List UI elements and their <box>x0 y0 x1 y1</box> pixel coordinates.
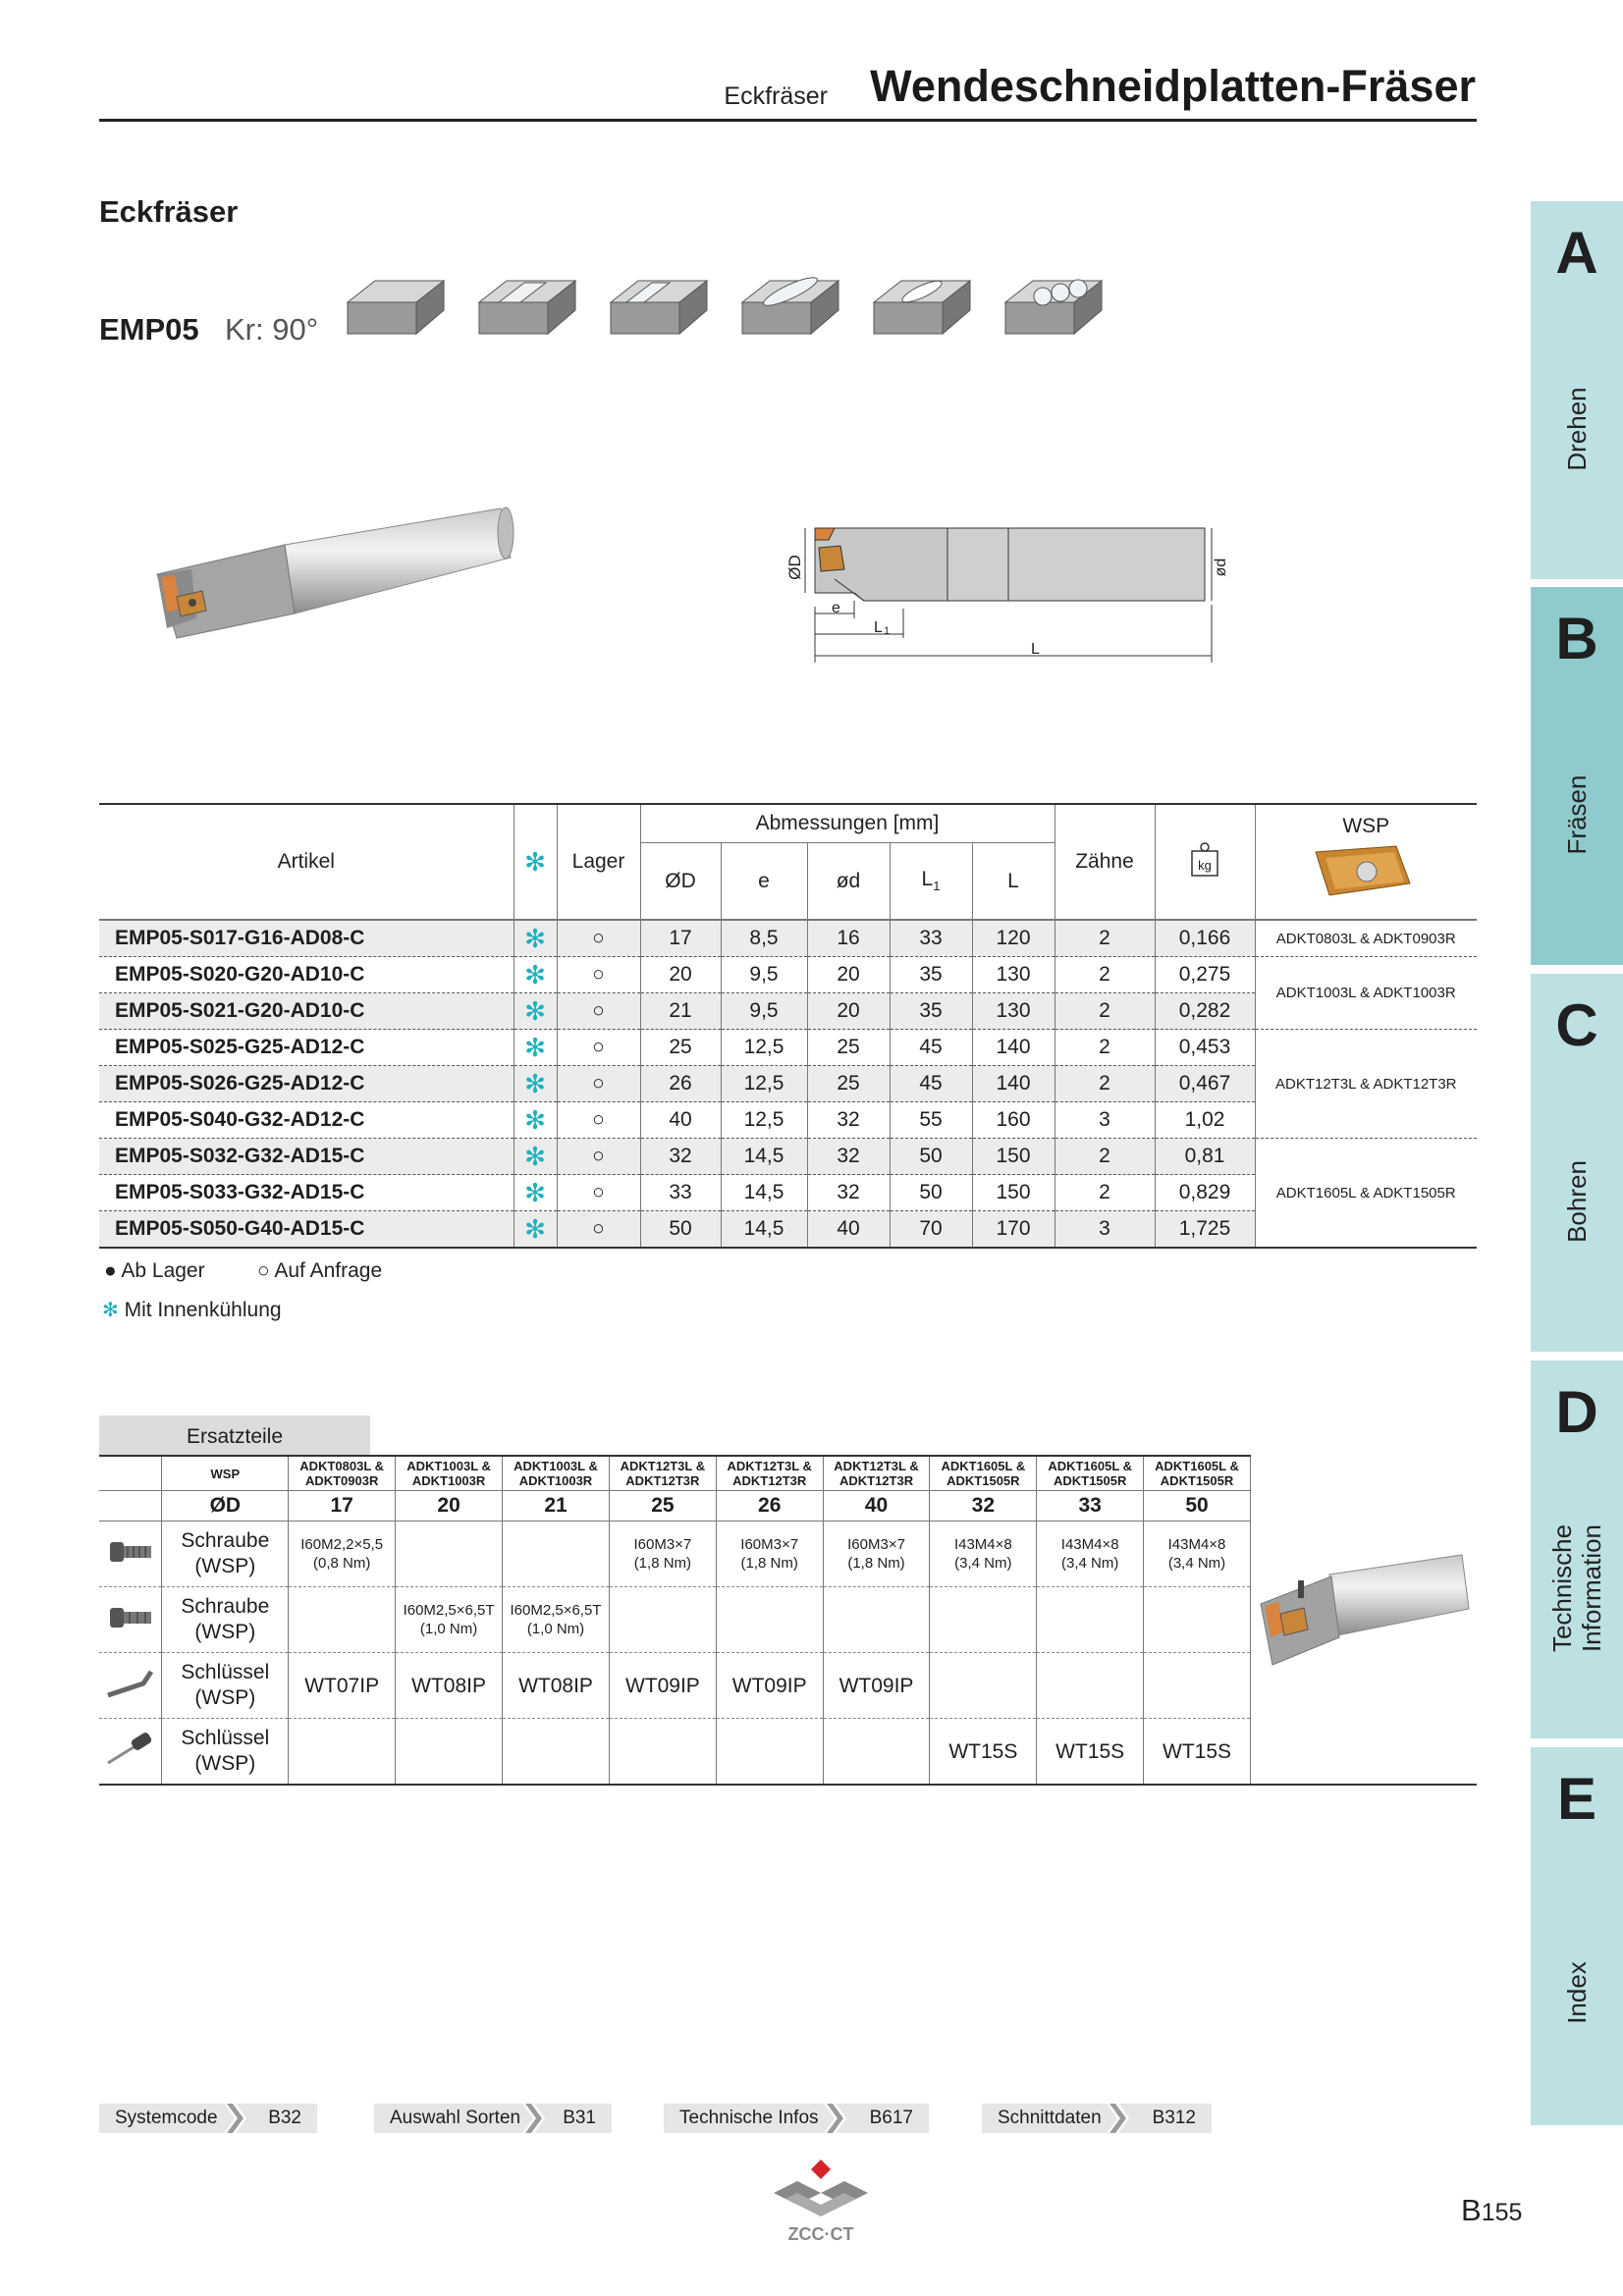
part-spec: WT08IP <box>503 1653 610 1719</box>
col-header-lager: Lager <box>557 804 640 920</box>
cell-d: 32 <box>807 1102 890 1139</box>
cell-l: 160 <box>972 1102 1055 1139</box>
part-spec: I43M4×8 <box>953 1536 1012 1553</box>
cell-e: 12,5 <box>721 1030 807 1066</box>
part-torque: (3,4 Nm) <box>1061 1555 1119 1572</box>
part-spec <box>396 1719 503 1786</box>
col-header-l1 <box>890 843 972 921</box>
tab-label: Technische Information <box>1547 1523 1606 1653</box>
cooling-icon: ✻ <box>102 1300 119 1321</box>
cell-weight: 0,166 <box>1155 920 1255 957</box>
part-torque: (1,0 Nm) <box>419 1621 478 1637</box>
cell-l1: 50 <box>890 1139 972 1175</box>
cell-od: 25 <box>640 1030 721 1066</box>
cell-d: 25 <box>807 1030 890 1066</box>
cell-zaehne: 2 <box>1055 993 1155 1030</box>
part-spec: WT09IP <box>823 1653 930 1719</box>
kr-angle: Kr: 90° <box>225 312 319 347</box>
tab-fraesen[interactable] <box>1531 587 1623 965</box>
logo-text: ZCC·CT <box>787 2224 854 2244</box>
cell-l: 120 <box>972 920 1055 957</box>
cell-d: 32 <box>807 1175 890 1211</box>
cell-e: 14,5 <box>721 1175 807 1211</box>
part-sub: (WSP) <box>194 1621 256 1643</box>
cell-d: 20 <box>807 957 890 993</box>
wsp-line1: ADKT1003L & <box>406 1459 491 1473</box>
cell-artikel: EMP05-S032-G32-AD15-C <box>99 1139 514 1175</box>
col-header-e: e <box>721 843 807 921</box>
spare-wsp-cell <box>716 1456 823 1491</box>
cell-e: 12,5 <box>721 1102 807 1139</box>
spare-wsp-cell <box>289 1456 396 1491</box>
cell-d: 40 <box>807 1211 890 1249</box>
cell-artikel: EMP05-S050-G40-AD15-C <box>99 1211 514 1249</box>
cell-artikel: EMP05-S026-G25-AD12-C <box>99 1066 514 1102</box>
cell-l: 130 <box>972 957 1055 993</box>
spare-wsp-cell <box>1037 1456 1144 1491</box>
cell-l1: 35 <box>890 957 972 993</box>
cell-zaehne: 2 <box>1055 957 1155 993</box>
spare-wsp-cell <box>396 1456 503 1491</box>
cell-e: 14,5 <box>721 1211 807 1249</box>
page-letter: B <box>1461 2193 1482 2227</box>
tab-label: Bohren <box>1562 1160 1592 1243</box>
tab-letter: C <box>1555 992 1598 1058</box>
spare-od-cell: 33 <box>1037 1491 1144 1522</box>
dim-e-label: e <box>832 600 840 616</box>
wsp-line1: ADKT1605L & <box>941 1459 1026 1473</box>
footer-link-ref: B617 <box>869 2108 913 2128</box>
tab-index[interactable] <box>1531 1747 1623 2125</box>
cell-weight: 0,467 <box>1155 1066 1255 1102</box>
wsp-line2: ADKT1505R <box>947 1473 1020 1488</box>
part-spec: I60M3×7 <box>847 1536 905 1553</box>
part-spec: I43M4×8 <box>1167 1536 1226 1553</box>
l1-subscript: 1 <box>933 879 941 894</box>
part-name: Schlüssel <box>181 1661 270 1683</box>
cell-weight: 0,829 <box>1155 1175 1255 1211</box>
dim-l-label: L <box>1031 641 1040 658</box>
part-spec: WT08IP <box>396 1653 503 1719</box>
spare-wsp-cell <box>503 1456 610 1491</box>
footer-link-ref: B31 <box>563 2108 596 2128</box>
col-header-od: ØD <box>640 843 721 921</box>
cell-lager: ○ <box>557 1066 640 1102</box>
tab-letter: A <box>1555 220 1598 286</box>
cell-weight: 0,81 <box>1155 1139 1255 1175</box>
cell-weight: 0,282 <box>1155 993 1255 1030</box>
col-header-abmessungen: Abmessungen [mm] <box>640 804 1055 843</box>
part-name: Schraube <box>181 1529 270 1552</box>
footer-link-label: Systemcode <box>115 2108 218 2128</box>
part-spec: WT09IP <box>609 1653 716 1719</box>
product-rows <box>99 920 1477 1248</box>
cell-od: 40 <box>640 1102 721 1139</box>
request-circle-icon: ○ <box>257 1259 270 1282</box>
part-spec <box>1144 1653 1251 1719</box>
page-number-value: 155 <box>1481 2199 1523 2226</box>
table-row <box>99 1139 1477 1175</box>
section-title: Eckfräser <box>99 194 239 229</box>
part-torque: (1,0 Nm) <box>526 1621 585 1637</box>
screwdriver-icon <box>99 1719 162 1786</box>
cell-artikel: EMP05-S020-G20-AD10-C <box>99 957 514 993</box>
cell-zaehne: 2 <box>1055 920 1155 957</box>
spare-od-cell: 21 <box>503 1491 610 1522</box>
part-spec: I60M3×7 <box>740 1536 799 1553</box>
cell-l1: 35 <box>890 993 972 1030</box>
cooling-icon: ✻ <box>524 1104 546 1135</box>
block-pocket-icon <box>742 273 839 334</box>
spare-wsp-cell <box>1144 1456 1251 1491</box>
spare-od-cell: 17 <box>289 1491 396 1522</box>
cell-e: 12,5 <box>721 1066 807 1102</box>
spare-od-label: ØD <box>162 1491 289 1522</box>
part-spec: I60M2,2×5,5 <box>300 1536 384 1553</box>
col-header-zaehne: Zähne <box>1055 804 1155 920</box>
footer-link-schnittdaten[interactable] <box>982 2104 1212 2133</box>
spare-od-cell: 50 <box>1144 1491 1251 1522</box>
cell-lager: ○ <box>557 1175 640 1211</box>
block-slot-icon <box>611 281 707 334</box>
product-code: EMP05 <box>99 312 199 347</box>
part-sub: (WSP) <box>194 1752 256 1775</box>
tool-image-small <box>1251 1535 1477 1702</box>
tab-label: Fräsen <box>1562 774 1592 855</box>
cooling-icon: ✻ <box>524 1068 546 1098</box>
dimension-drawing <box>776 510 1247 667</box>
wsp-line2: ADKT1505R <box>1160 1473 1234 1488</box>
cooling-icon: ✻ <box>524 959 546 989</box>
dim-d-label: ød <box>1213 558 1229 577</box>
legend-cooling-label: Mit Innenkühlung <box>124 1299 282 1321</box>
cell-l1: 33 <box>890 920 972 957</box>
cell-artikel: EMP05-S017-G16-AD08-C <box>99 920 514 957</box>
cell-d: 32 <box>807 1139 890 1175</box>
cell-e: 14,5 <box>721 1139 807 1175</box>
cell-l: 170 <box>972 1211 1055 1249</box>
cooling-icon: ✻ <box>524 923 546 953</box>
spare-od-cell: 26 <box>716 1491 823 1522</box>
cell-wsp: ADKT1605L & ADKT1505R <box>1255 1139 1477 1249</box>
cell-l1: 50 <box>890 1175 972 1211</box>
cell-zaehne: 2 <box>1055 1139 1155 1175</box>
spare-od-cell: 40 <box>823 1491 930 1522</box>
part-torque: (1,8 Nm) <box>847 1555 905 1572</box>
cell-od: 26 <box>640 1066 721 1102</box>
cell-lager: ○ <box>557 957 640 993</box>
cell-e: 8,5 <box>721 920 807 957</box>
part-torque: (1,8 Nm) <box>740 1555 798 1572</box>
cell-lager: ○ <box>557 920 640 957</box>
col-header-weight <box>1155 804 1255 920</box>
part-spec: WT15S <box>930 1719 1037 1786</box>
spare-od-cell: 25 <box>609 1491 716 1522</box>
l1-letter: L <box>921 868 934 891</box>
footer-link-ref: B312 <box>1152 2108 1196 2128</box>
chevron-right-icon <box>1106 2102 1129 2135</box>
product-table <box>99 803 1477 1249</box>
col-header-l: L <box>972 843 1055 921</box>
block-face-milling-icon <box>348 281 444 334</box>
cooling-icon: ✻ <box>524 1177 546 1207</box>
cell-e: 9,5 <box>721 957 807 993</box>
chevron-right-icon <box>223 2102 246 2135</box>
wsp-line2: ADKT1003R <box>518 1473 593 1488</box>
cell-weight: 0,453 <box>1155 1030 1255 1066</box>
cell-l: 150 <box>972 1175 1055 1211</box>
part-spec: I60M2,5×6,5T <box>510 1602 602 1619</box>
tab-technische-information[interactable] <box>1531 1361 1623 1738</box>
wsp-line2: ADKT12T3R <box>732 1473 807 1488</box>
weight-unit: kg <box>1198 858 1212 873</box>
key-icon <box>99 1653 162 1719</box>
legend-cooling <box>102 1298 282 1322</box>
cell-l1: 70 <box>890 1211 972 1249</box>
footer-link-systemcode[interactable] <box>99 2104 317 2133</box>
cell-zaehne: 2 <box>1055 1030 1155 1066</box>
wsp-line2: ADKT1003R <box>411 1473 486 1488</box>
header-subtitle: Eckfräser <box>724 82 828 110</box>
cell-e: 9,5 <box>721 993 807 1030</box>
block-shoulder-icon <box>479 281 575 334</box>
cell-artikel: EMP05-S040-G32-AD12-C <box>99 1102 514 1139</box>
cell-zaehne: 3 <box>1055 1102 1155 1139</box>
wsp-line2: ADKT12T3R <box>625 1473 700 1488</box>
cell-zaehne: 3 <box>1055 1211 1155 1249</box>
part-spec <box>716 1719 823 1786</box>
cell-od: 32 <box>640 1139 721 1175</box>
part-spec <box>503 1719 610 1786</box>
part-torque: (0,8 Nm) <box>313 1555 371 1572</box>
wsp-line2: ADKT1505R <box>1053 1473 1127 1488</box>
spare-wsp-cell <box>609 1456 716 1491</box>
cell-weight: 1,02 <box>1155 1102 1255 1139</box>
table-row <box>99 920 1477 957</box>
cooling-icon: ✻ <box>524 846 546 877</box>
cooling-icon: ✻ <box>524 1141 546 1171</box>
part-sub: (WSP) <box>194 1555 256 1577</box>
part-spec: I60M2,5×6,5T <box>403 1602 495 1619</box>
spare-od-cell: 32 <box>930 1491 1037 1522</box>
cell-artikel: EMP05-S025-G25-AD12-C <box>99 1030 514 1066</box>
cell-od: 50 <box>640 1211 721 1249</box>
tab-label: Drehen <box>1562 387 1592 471</box>
tab-drehen[interactable] <box>1531 201 1623 579</box>
cell-zaehne: 2 <box>1055 1066 1155 1102</box>
spare-bottom-rule <box>1251 1784 1477 1786</box>
footer-link-label: Technische Infos <box>679 2108 819 2128</box>
cell-wsp: ADKT12T3L & ADKT12T3R <box>1255 1030 1477 1139</box>
wsp-line1: ADKT12T3L & <box>620 1459 706 1473</box>
col-header-wsp <box>1255 804 1477 920</box>
cell-l: 140 <box>972 1066 1055 1102</box>
part-spec: I60M3×7 <box>633 1536 692 1553</box>
cell-zaehne: 2 <box>1055 1175 1155 1211</box>
cell-l1: 45 <box>890 1066 972 1102</box>
footer-link-technische-infos[interactable] <box>664 2104 929 2133</box>
part-spec <box>289 1719 396 1786</box>
legend-stock-label: Ab Lager <box>121 1259 205 1282</box>
cell-weight: 1,725 <box>1155 1211 1255 1249</box>
cooling-icon: ✻ <box>524 995 546 1026</box>
col-header-artikel: Artikel <box>99 804 514 920</box>
part-sub: (WSP) <box>194 1686 256 1709</box>
cell-artikel: EMP05-S033-G32-AD15-C <box>99 1175 514 1211</box>
part-torque: (1,8 Nm) <box>633 1555 692 1572</box>
cell-l: 150 <box>972 1139 1055 1175</box>
weight-icon <box>1191 841 1218 877</box>
cell-l: 140 <box>972 1030 1055 1066</box>
part-spec: WT15S <box>1144 1719 1251 1786</box>
insert-icon <box>1312 844 1420 899</box>
part-spec: WT07IP <box>289 1653 396 1719</box>
cell-d: 20 <box>807 993 890 1030</box>
spare-parts-table <box>99 1455 1477 1786</box>
block-helical-icon <box>1005 280 1102 334</box>
footer-link-label: Schnittdaten <box>998 2108 1102 2128</box>
legend-request <box>257 1259 382 1283</box>
table-row <box>99 1030 1477 1066</box>
cell-od: 17 <box>640 920 721 957</box>
wsp-label: WSP <box>1342 815 1390 837</box>
chevron-right-icon <box>823 2102 846 2135</box>
tab-label: Index <box>1562 1961 1592 2024</box>
company-logo <box>762 2160 880 2248</box>
spare-parts-label: Ersatzteile <box>99 1415 370 1455</box>
part-spec: I43M4×8 <box>1060 1536 1119 1553</box>
screw-icon <box>99 1522 162 1587</box>
tool-image <box>147 501 520 648</box>
page-number <box>1461 2193 1522 2228</box>
cell-od: 20 <box>640 957 721 993</box>
cooling-icon: ✻ <box>524 1213 546 1244</box>
table-row <box>99 957 1477 993</box>
cell-lager: ○ <box>557 1139 640 1175</box>
footer-link-label: Auswahl Sorten <box>390 2108 521 2128</box>
cell-lager: ○ <box>557 1211 640 1249</box>
block-ramp-icon <box>874 277 970 334</box>
part-name: Schraube <box>181 1595 270 1618</box>
wsp-line1: ADKT12T3L & <box>834 1459 919 1473</box>
wsp-line1: ADKT0803L & <box>299 1459 385 1473</box>
cell-lager: ○ <box>557 993 640 1030</box>
part-spec <box>930 1653 1037 1719</box>
wsp-line1: ADKT1003L & <box>514 1459 598 1473</box>
tab-letter: D <box>1555 1379 1598 1445</box>
part-spec <box>1037 1653 1144 1719</box>
col-header-d: ød <box>807 843 890 921</box>
spare-wsp-label: WSP <box>162 1456 289 1491</box>
tab-letter: E <box>1556 1766 1597 1832</box>
wsp-line1: ADKT1605L & <box>1048 1459 1133 1473</box>
screw-icon <box>99 1587 162 1653</box>
footer-link-auswahl-sorten[interactable] <box>374 2104 612 2133</box>
wsp-line1: ADKT12T3L & <box>727 1459 812 1473</box>
stock-dot-icon: ● <box>104 1259 117 1282</box>
header-rule <box>99 119 1477 122</box>
legend-stock <box>104 1259 205 1283</box>
cell-od: 21 <box>640 993 721 1030</box>
cell-weight: 0,275 <box>1155 957 1255 993</box>
spare-tool-image-cell <box>1250 1456 1477 1785</box>
dim-l1-label: L <box>874 619 883 636</box>
footer-link-ref: B32 <box>268 2108 301 2128</box>
cell-l1: 45 <box>890 1030 972 1066</box>
cell-d: 16 <box>807 920 890 957</box>
chevron-right-icon <box>521 2102 545 2135</box>
wsp-line1: ADKT1605L & <box>1155 1459 1239 1473</box>
application-icons <box>346 263 1111 351</box>
part-torque: (3,4 Nm) <box>1167 1555 1226 1572</box>
cell-od: 33 <box>640 1175 721 1211</box>
cooling-icon: ✻ <box>524 1032 546 1062</box>
tab-letter: B <box>1555 606 1598 671</box>
cell-d: 25 <box>807 1066 890 1102</box>
part-torque: (3,4 Nm) <box>954 1555 1012 1572</box>
cell-l1: 55 <box>890 1102 972 1139</box>
part-name: Schlüssel <box>181 1727 270 1749</box>
dim-od-label: ØD <box>785 555 804 580</box>
cell-artikel: EMP05-S021-G20-AD10-C <box>99 993 514 1030</box>
cell-wsp: ADKT1003L & ADKT1003R <box>1255 957 1477 1030</box>
legend-request-label: Auf Anfrage <box>274 1259 383 1282</box>
cell-lager: ○ <box>557 1102 640 1139</box>
spare-wsp-row <box>99 1456 1477 1491</box>
part-spec <box>609 1719 716 1786</box>
wsp-line2: ADKT0903R <box>304 1473 379 1488</box>
wsp-line2: ADKT12T3R <box>839 1473 914 1488</box>
cell-wsp: ADKT0803L & ADKT0903R <box>1255 920 1477 957</box>
col-header-cooling <box>514 804 557 920</box>
cell-lager: ○ <box>557 1030 640 1066</box>
dim-l1-sub: 1 <box>884 625 891 637</box>
part-spec <box>823 1719 930 1786</box>
cell-l: 130 <box>972 993 1055 1030</box>
page-title: Wendeschneidplatten-Fräser <box>870 61 1476 111</box>
part-spec: WT15S <box>1037 1719 1144 1786</box>
part-spec: WT09IP <box>716 1653 823 1719</box>
tab-bohren[interactable] <box>1531 974 1623 1352</box>
spare-wsp-cell <box>930 1456 1037 1491</box>
spare-od-cell: 20 <box>396 1491 503 1522</box>
spare-wsp-cell <box>823 1456 930 1491</box>
